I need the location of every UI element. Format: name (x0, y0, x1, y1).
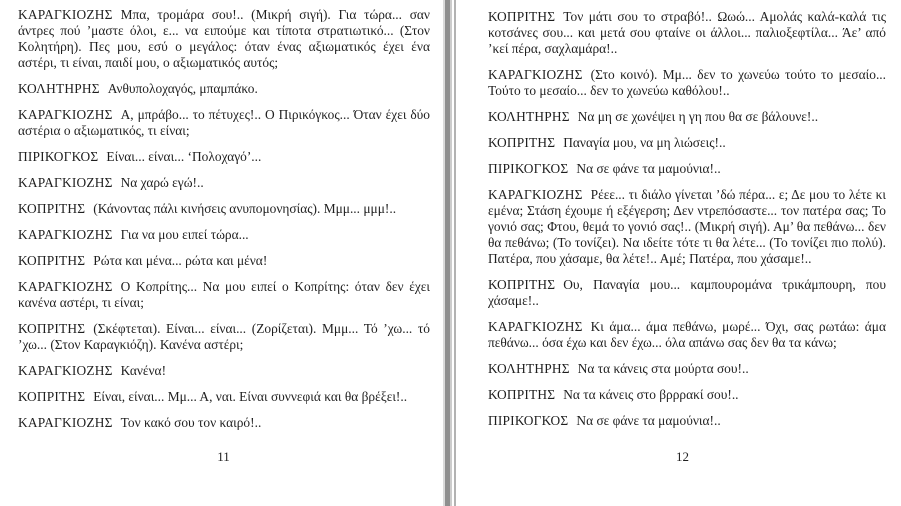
speech-paragraph (488, 67, 886, 99)
speaker-name: ΚΟΛΗΤΗΡΗΣ (488, 361, 570, 376)
speech-text: Είναι... είναι... ‘Πολοχαγό’... (106, 149, 262, 164)
speaker-name: ΚΟΛΗΤΗΡΗΣ (18, 81, 100, 96)
speech-text: Α, μπράβο... το πέτυχες!.. Ο Πιρικόγκος... Όταν έχει δύο αστέρια ο αξιωματικός, τι είναι; (18, 107, 430, 138)
speech-paragraph (488, 319, 886, 351)
page-number-left: 11 (217, 449, 230, 464)
speech-paragraph (18, 175, 430, 191)
page-number-right: 12 (676, 449, 689, 464)
speech-paragraph (488, 9, 886, 57)
speech-paragraph (18, 415, 430, 431)
speaker-name: ΚΑΡΑΓΚΙΟΖΗΣ (18, 363, 113, 378)
speech-text: Είναι, είναι... Μμ... Α, ναι. Είναι συννεφιά και θα βρέξει!.. (93, 389, 408, 404)
speech-text: Ανθυπολοχαγός, μπαμπάκο. (107, 81, 258, 96)
speech-paragraph (488, 413, 886, 429)
speaker-name: ΚΟΛΗΤΗΡΗΣ (488, 109, 570, 124)
speech-paragraph (18, 149, 430, 165)
speaker-name: ΚΟΠΡΙΤΗΣ (488, 135, 556, 150)
speech-text: Να σε φάνε τα μαμούνια!.. (576, 161, 721, 176)
page-right (458, 0, 901, 506)
speech-paragraph (18, 321, 430, 353)
speech-text: (Στο κοινό). Μμ... δεν το χωνεύω τούτο το μεσαίο... Τούτο το μεσαίο... δεν το χωνεύω καθόλου!.. (488, 67, 886, 98)
speech-text: Ρέεε... τι διάλο γίνεται ’δώ πέρα... ε; Δε μου το λέτε κι εμένα; Στάση έχουμε ή εξέγερση; Δεν ντρεπόσαστε... τον πατέρα σας; Το γονιό σας; Φτου, θεμά το γονιό σας!.. (Μικρή σιγή). Αμ’ θα πεθάνω... δεν θα πεθάνω; (Το τονίζει). Να ιδείτε τότε τι θα λέτε... (Το τονίζει πιο πολύ). Πατέρα, που χάσαμε, θα λέτε!.. Αμέ; Πατέρα, που χάσαμε!.. (488, 187, 886, 266)
speech-paragraph (18, 279, 430, 311)
speech-paragraph (488, 361, 886, 377)
speaker-name: ΚΑΡΑΓΚΙΟΖΗΣ (488, 187, 583, 202)
speaker-name: ΚΑΡΑΓΚΙΟΖΗΣ (18, 107, 113, 122)
speech-text: Κι άμα... άμα πεθάνω, μωρέ... Όχι, σας ρωτάω: άμα πεθάνω... όσα έχω και δεν έχω... όλα απάνω σας δεν θα τα κάνω; (488, 319, 886, 350)
speaker-name: ΚΟΠΡΙΤΗΣ (18, 201, 86, 216)
speech-text: Να σε φάνε τα μαμούνια!.. (576, 413, 721, 428)
speech-text: (Σκέφτεται). Είναι... είναι... (Ζορίζεται). Μμμ... Τό ’χω... τό ’χω... (Στον Καραγκιόζη). Κανένα αστέρι; (18, 321, 430, 352)
speech-text: Να μη σε χωνέψει η γη που θα σε βάλουνε!.. (577, 109, 819, 124)
speaker-name: ΚΑΡΑΓΚΙΟΖΗΣ (18, 175, 113, 190)
speech-paragraph (488, 135, 886, 151)
speech-paragraph (488, 161, 886, 177)
speaker-name: ΚΑΡΑΓΚΙΟΖΗΣ (18, 279, 113, 294)
speech-text: Τον μάτι σου το στραβό!.. Ωωώ... Αμολάς καλά-καλά τις κοτσάνες σου... και μετά σου φταίνε οι άλλοι... παλιοξεφτίλα... Άε’ από ’κεί πέρα, σαχλαμάρα!.. (488, 9, 886, 56)
speaker-name: ΚΑΡΑΓΚΙΟΖΗΣ (18, 227, 113, 242)
speech-text: Ου, Παναγία μου... καμπουρομάνα τρικάμπουρη, που χάσαμε!.. (488, 277, 886, 308)
speaker-name: ΚΟΠΡΙΤΗΣ (488, 387, 556, 402)
speaker-name: ΚΟΠΡΙΤΗΣ (488, 277, 556, 292)
speech-text: Για να μου ειπεί τώρα... (120, 227, 249, 242)
speech-text: Να τα κάνεις στα μούρτα σου!.. (577, 361, 749, 376)
speech-paragraph (18, 389, 430, 405)
speech-paragraph (18, 363, 430, 379)
speech-paragraph (18, 107, 430, 139)
speaker-name: ΚΟΠΡΙΤΗΣ (18, 321, 86, 336)
speech-text: (Κάνοντας πάλι κινήσεις ανυπομονησίας). Μμμ... μμμ!.. (93, 201, 397, 216)
speech-paragraph (488, 387, 886, 403)
page-left-text (18, 7, 430, 431)
speaker-name: ΚΑΡΑΓΚΙΟΖΗΣ (488, 67, 583, 82)
speech-text: Να τα κάνεις στο βρρρακί σου!.. (563, 387, 739, 402)
speech-text: Μπα, τρομάρα σου!.. (Μικρή σιγή). Για τώρα... σαν άντρες πού ’μαστε όλοι, ε... να ειπούμε και τίποτα στρατιωτικό... (Στον Κολητήρη). Πες μου, εσύ ο μεγάλος: όταν ένας αξιωματικός έχει ένα αστέρι, τι είναι, παιδί μου, ο αξιωματικός αυτός; (18, 7, 430, 70)
speech-text: Να χαρώ εγώ!.. (120, 175, 204, 190)
speech-paragraph (18, 201, 430, 217)
speaker-name: ΚΟΠΡΙΤΗΣ (18, 253, 86, 268)
speech-text: Ρώτα και μένα... ρώτα και μένα! (93, 253, 268, 268)
speech-paragraph (488, 109, 886, 125)
page-gutter-divider (441, 0, 458, 506)
speech-paragraph (18, 253, 430, 269)
speech-text: Τον κακό σου τον καιρό!.. (120, 415, 262, 430)
speech-text: Παναγία μου, να μη λιώσεις!.. (563, 135, 726, 150)
speaker-name: ΚΑΡΑΓΚΙΟΖΗΣ (18, 415, 113, 430)
speech-paragraph (488, 187, 886, 267)
speech-paragraph (488, 277, 886, 309)
speaker-name: ΠΙΡΙΚΟΓΚΟΣ (488, 413, 569, 428)
speaker-name: ΠΙΡΙΚΟΓΚΟΣ (488, 161, 569, 176)
speaker-name: ΚΟΠΡΙΤΗΣ (18, 389, 86, 404)
speaker-name: ΠΙΡΙΚΟΓΚΟΣ (18, 149, 99, 164)
speech-text: Κανένα! (120, 363, 167, 378)
speaker-name: ΚΑΡΑΓΚΙΟΖΗΣ (18, 7, 113, 22)
page-right-text (488, 9, 886, 429)
speech-paragraph (18, 7, 430, 71)
page-left (0, 0, 441, 506)
speech-text: Ο Κοπρίτης... Να μου ειπεί ο Κοπρίτης: όταν δεν έχει κανένα αστέρι, τι είναι; (18, 279, 430, 310)
speech-paragraph (18, 227, 430, 243)
speech-paragraph (18, 81, 430, 97)
speaker-name: ΚΟΠΡΙΤΗΣ (488, 9, 556, 24)
speaker-name: ΚΑΡΑΓΚΙΟΖΗΣ (488, 319, 583, 334)
